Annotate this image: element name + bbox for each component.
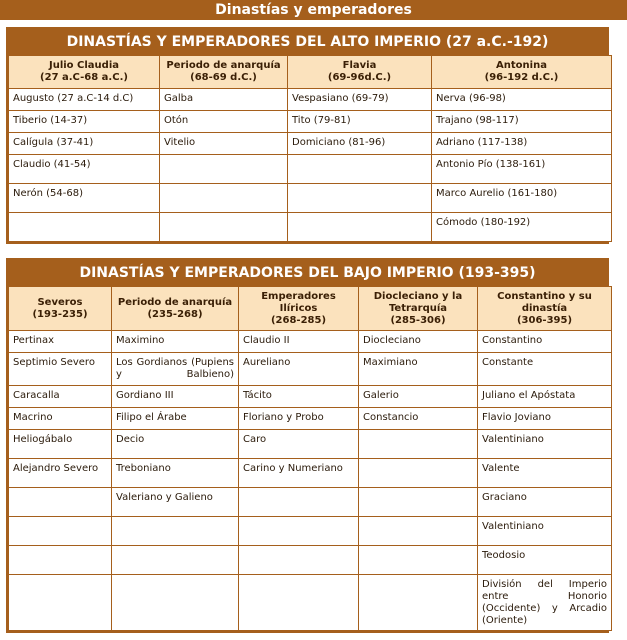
- alto-col-header: Julio Claudia (27 a.C-68 a.C.): [9, 56, 160, 89]
- alto-col-header: Antonina (96-192 d.C.): [432, 56, 612, 89]
- table-cell: [359, 575, 478, 631]
- table-row: [9, 408, 612, 430]
- table-cell: Tiberio (14-37): [9, 111, 160, 133]
- table-cell: [112, 517, 239, 546]
- table-row: [9, 133, 612, 155]
- table-cell: [160, 155, 288, 184]
- table-cell: [9, 488, 112, 517]
- table-cell: Calígula (37-41): [9, 133, 160, 155]
- table-cell: División del Imperio entre Honorio (Occidente) y Arcadio (Oriente): [478, 575, 612, 631]
- table-row: [9, 575, 612, 631]
- table-cell: Caro: [239, 430, 359, 459]
- alto-col-header: Flavia (69-96d.C.): [288, 56, 432, 89]
- table-cell: Constante: [478, 353, 612, 386]
- table-cell: Caracalla: [9, 386, 112, 408]
- table-cell: Tácito: [239, 386, 359, 408]
- table-cell: Nerón (54-68): [9, 184, 160, 213]
- table-cell: Teodosio: [478, 546, 612, 575]
- bajo-col-header: Severos (193-235): [9, 287, 112, 331]
- table-row: [9, 331, 612, 353]
- table-row: [9, 386, 612, 408]
- bajo-col-header: Diocleciano y la Tetrarquía (285-306): [359, 287, 478, 331]
- table-cell: [359, 517, 478, 546]
- table-cell: Marco Aurelio (161-180): [432, 184, 612, 213]
- table-cell: [112, 546, 239, 575]
- table-cell: [288, 213, 432, 242]
- table-cell: [9, 575, 112, 631]
- table-cell: [359, 546, 478, 575]
- table-cell: Carino y Numeriano: [239, 459, 359, 488]
- table-row: [9, 111, 612, 133]
- table-cell: Constantino: [478, 331, 612, 353]
- table-cell: Maximino: [112, 331, 239, 353]
- table-cell: [9, 546, 112, 575]
- bajo-imperio-title: DINASTÍAS Y EMPERADORES DEL BAJO IMPERIO (193-395): [8, 260, 607, 286]
- table-cell: Trajano (98-117): [432, 111, 612, 133]
- table-cell: [359, 430, 478, 459]
- table-row: [9, 459, 612, 488]
- table-cell: Valentiniano: [478, 517, 612, 546]
- table-cell: [112, 575, 239, 631]
- table-cell: Otón: [160, 111, 288, 133]
- bajo-header-row: [9, 287, 612, 331]
- table-cell: Domiciano (81-96): [288, 133, 432, 155]
- table-cell: Septimio Severo: [9, 353, 112, 386]
- table-cell: Alejandro Severo: [9, 459, 112, 488]
- table-row: [9, 353, 612, 386]
- alto-imperio-grid: [8, 55, 612, 242]
- table-cell: Decio: [112, 430, 239, 459]
- table-cell: Valente: [478, 459, 612, 488]
- table-cell: Vitelio: [160, 133, 288, 155]
- table-cell: [9, 517, 112, 546]
- bajo-col-header: Constantino y su dinastía (306-395): [478, 287, 612, 331]
- table-row: [9, 488, 612, 517]
- table-cell: Galerio: [359, 386, 478, 408]
- table-cell: Constancio: [359, 408, 478, 430]
- table-cell: Juliano el Apóstata: [478, 386, 612, 408]
- table-cell: Nerva (96-98): [432, 89, 612, 111]
- alto-imperio-title: DINASTÍAS Y EMPERADORES DEL ALTO IMPERIO (27 a.C.-192): [8, 29, 607, 55]
- table-cell: Claudio II: [239, 331, 359, 353]
- alto-col-header: Periodo de anarquía (68-69 d.C.): [160, 56, 288, 89]
- table-row: [9, 155, 612, 184]
- table-cell: Valentiniano: [478, 430, 612, 459]
- table-cell: Heliogábalo: [9, 430, 112, 459]
- table-cell: Graciano: [478, 488, 612, 517]
- table-cell: Gordiano III: [112, 386, 239, 408]
- table-cell: [239, 517, 359, 546]
- table-cell: [288, 155, 432, 184]
- table-cell: [239, 546, 359, 575]
- table-row: [9, 517, 612, 546]
- table-cell: Cómodo (180-192): [432, 213, 612, 242]
- table-row: [9, 430, 612, 459]
- table-cell: Los Gordianos (Pupiens y Balbieno): [112, 353, 239, 386]
- table-cell: Aureliano: [239, 353, 359, 386]
- table-row: [9, 184, 612, 213]
- table-cell: Augusto (27 a.C-14 d.C): [9, 89, 160, 111]
- table-cell: [160, 184, 288, 213]
- table-cell: [160, 213, 288, 242]
- alto-imperio-table: [6, 27, 609, 244]
- table-cell: Diocleciano: [359, 331, 478, 353]
- table-cell: Macrino: [9, 408, 112, 430]
- table-cell: [239, 488, 359, 517]
- table-cell: Vespasiano (69-79): [288, 89, 432, 111]
- table-cell: [9, 213, 160, 242]
- table-cell: Tito (79-81): [288, 111, 432, 133]
- table-cell: [239, 575, 359, 631]
- table-cell: Claudio (41-54): [9, 155, 160, 184]
- table-cell: Filipo el Árabe: [112, 408, 239, 430]
- table-cell: Maximiano: [359, 353, 478, 386]
- table-row: [9, 213, 612, 242]
- table-cell: Flavio Joviano: [478, 408, 612, 430]
- table-cell: [359, 459, 478, 488]
- table-cell: Antonio Pío (138-161): [432, 155, 612, 184]
- alto-header-row: [9, 56, 612, 89]
- table-cell: Treboniano: [112, 459, 239, 488]
- table-cell: Valeriano y Galieno: [112, 488, 239, 517]
- table-cell: Adriano (117-138): [432, 133, 612, 155]
- table-cell: Pertinax: [9, 331, 112, 353]
- table-cell: Floriano y Probo: [239, 408, 359, 430]
- table-row: [9, 89, 612, 111]
- bajo-imperio-grid: [8, 286, 612, 631]
- bajo-imperio-table: [6, 258, 609, 633]
- bajo-col-header: Periodo de anarquía (235-268): [112, 287, 239, 331]
- page-title: Dinastías y emperadores: [0, 0, 627, 20]
- table-cell: Galba: [160, 89, 288, 111]
- table-cell: [288, 184, 432, 213]
- table-row: [9, 546, 612, 575]
- table-cell: [359, 488, 478, 517]
- bajo-col-header: Emperadores Ilíricos (268-285): [239, 287, 359, 331]
